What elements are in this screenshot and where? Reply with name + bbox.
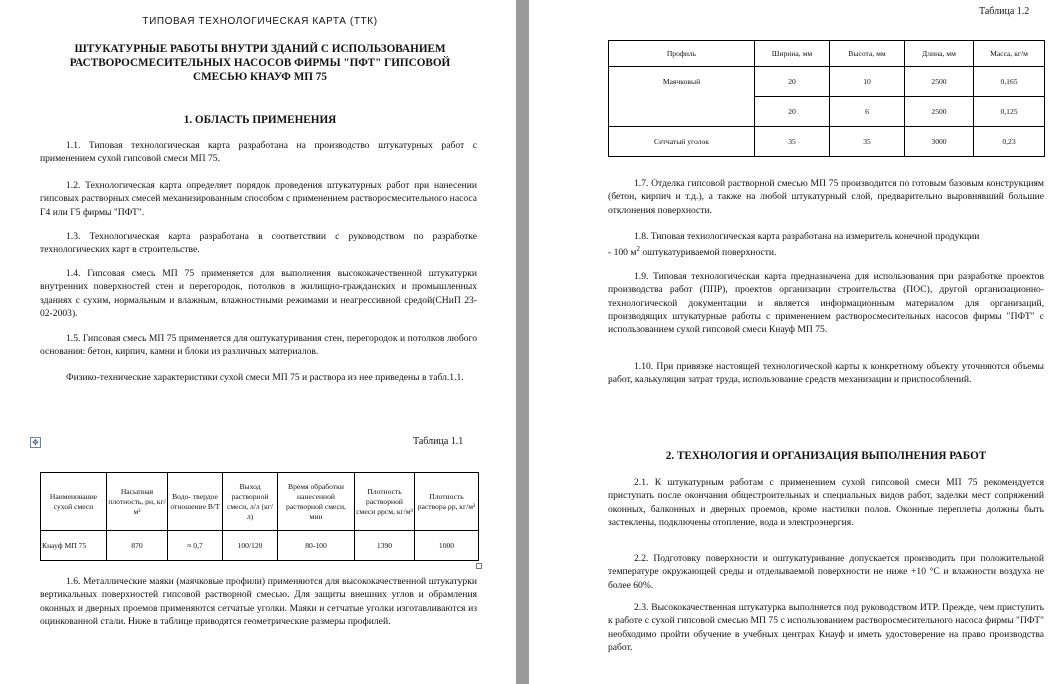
table-cell: 2500 xyxy=(905,97,974,127)
table-1-1-header-row xyxy=(41,473,479,531)
table-move-icon[interactable]: ✥ xyxy=(30,437,41,448)
paragraph-1-9 xyxy=(608,270,1044,336)
paragraph-1-6-text: 1.6. Металлические маяки (маячковые профили) применяются для высококачественной штукатурки вертикальных поверхностей гипсовой растворной смесью. Для защиты внешних углов и обрамления оконных и дверных проемов применяются сетчатые уголки. Маяки и сетчатые уголки изготавливаются из оцинкованной стали. Ниже в таблице приводятся геометрические размеры профилей. xyxy=(40,576,477,627)
table-1-2-header-cell: Ширина, мм xyxy=(755,41,830,67)
table-1-2-caption: Таблица 1.2 xyxy=(979,6,1030,17)
paragraph-1-9-text: 1.9. Типовая технологическая карта предназначена для использования при разработке проектов производства работ (ППР), проектов организации строительства (ПОС), другой организационно-технологической документации и является информационным материалом для организаций, производящих штукатурные работы с применением растворосмесительных насосов фирмы "ПФТ" с использованием сухой гипсовой смеси Кнауф МП 75. xyxy=(608,271,1044,336)
paragraph-1-6 xyxy=(40,575,477,628)
table-cell: Маячковый xyxy=(609,67,755,127)
paragraph-2-2 xyxy=(608,552,1044,592)
paragraph-physical-properties xyxy=(40,371,477,384)
table-1-2-header-cell: Масса, кг/м xyxy=(974,41,1045,67)
title-line-3: СМЕСЬЮ КНАУФ МП 75 xyxy=(193,71,327,83)
table-cell: 20 xyxy=(755,97,830,127)
table-cell: 0,23 xyxy=(974,127,1045,157)
table-1-1-header-cell: Плотность раствора ρр, кг/м³ xyxy=(415,473,479,531)
paragraph-1-8-sup: 2 xyxy=(636,245,640,254)
paragraph-1-8-unit: - 100 м xyxy=(608,247,637,259)
table-1-1-header-cell: Плотность растворной смеси ρрсм, кг/м³ xyxy=(355,473,415,531)
table-cell: 0,165 xyxy=(974,67,1045,97)
document-page-left xyxy=(0,0,516,684)
table-cell: Кнауф МП 75 xyxy=(41,531,107,561)
paragraph-1-1 xyxy=(40,139,477,166)
paragraph-2-3 xyxy=(608,601,1044,654)
paragraph-physical-text: Физико-технические характеристики сухой смеси МП 75 и раствора из нее приведены в табл.1.1. xyxy=(66,372,464,383)
paragraph-1-8-text: 1.8. Типовая технологическая карта разработана на измеритель конечной продукции xyxy=(634,231,980,242)
document-page-right xyxy=(529,0,1058,684)
paragraph-1-10-text: 1.10. При привязке настоящей технологической карты к конкретному объекту уточняются объемы работ, калькуляция затрат труда, использование средств механизации и приспособлений. xyxy=(608,361,1044,386)
table-cell: 1390 xyxy=(355,531,415,561)
paragraph-1-2-text: 1.2. Технологическая карта определяет порядок проведения штукатурных работ при нанесении гипсовых растворных смесей механизированным способом с применением растворосмесительного насоса Г4 или Г5 фирмы "ПФТ". xyxy=(40,180,477,218)
table-row xyxy=(609,67,1045,97)
table-cell: 20 xyxy=(755,67,830,97)
table-1-1-header-cell: Выход растворной смеси, л/л (кг/л) xyxy=(223,473,278,531)
table-cell: 6 xyxy=(830,97,905,127)
table-1-2-header-cell: Профиль xyxy=(609,41,755,67)
table-1-2-header-cell: Длина, мм xyxy=(905,41,974,67)
title-line-1: ШТУКАТУРНЫЕ РАБОТЫ ВНУТРИ ЗДАНИЙ С ИСПОЛЬЗОВАНИЕМ xyxy=(74,43,446,55)
table-cell: 1000 xyxy=(415,531,479,561)
paragraph-1-2 xyxy=(40,179,477,219)
table-cell: 35 xyxy=(755,127,830,157)
paragraph-1-8 xyxy=(608,230,1044,260)
table-row xyxy=(41,531,479,561)
paragraph-1-7-text: 1.7. Отделка гипсовой растворной смесью МП 75 производится по готовым базовым конструкциям (бетон, кирпич и т.д.), а также на любой штукатурный слой, предварительно выровнявший большие отклонения поверхности. xyxy=(608,178,1044,216)
section-heading-1: 1. ОБЛАСТЬ ПРИМЕНЕНИЯ xyxy=(183,114,337,126)
paragraph-1-10 xyxy=(608,360,1044,387)
table-1-1-header-cell: Наименование сухой смеси xyxy=(41,473,107,531)
paragraph-2-3-text: 2.3. Высококачественная штукатурка выполняется под руководством ИТР. Прежде, чем приступить к работе с сухой гипсовой смесью МП 75 с использованием растворосмесительного насоса фирмы "ПФТ" необходимо пройти обучение в учебных центрах Кнауф и иметь удостоверение на право производства работ. xyxy=(608,602,1044,653)
table-1-1-header-cell: Время обработки нанесенной растворной смеси, мин xyxy=(278,473,355,531)
section-heading-2: 2. ТЕХНОЛОГИЯ И ОРГАНИЗАЦИЯ ВЫПОЛНЕНИЯ РАБОТ xyxy=(665,450,987,462)
paragraph-1-3 xyxy=(40,230,477,257)
paragraph-1-4 xyxy=(40,267,477,320)
paragraph-1-5 xyxy=(40,332,477,359)
table-resize-handle[interactable] xyxy=(476,563,482,569)
table-cell: Сетчатый уголок xyxy=(609,127,755,157)
table-cell: 10 xyxy=(830,67,905,97)
title-line-2: РАСТВОРОСМЕСИТЕЛЬНЫХ НАСОСОВ ФИРМЫ "ПФТ" ГИПСОВОЙ xyxy=(69,57,451,69)
table-1-2-header-cell: Высота, мм xyxy=(830,41,905,67)
paragraph-2-1-text: 2.1. К штукатурным работам с применением сухой гипсовой смеси МП 75 рекомендуется приступать после окончания общестроительных и специальных видов работ, заделки мест сопряжений оконных, балконных и дверных проемов, кроме настилки полов. Оконные переплеты должны быть застеклены, подключены отопление, вода и электроэнергия. xyxy=(608,477,1044,528)
table-cell: 3000 xyxy=(905,127,974,157)
table-cell: 0,125 xyxy=(974,97,1045,127)
table-cell: 35 xyxy=(830,127,905,157)
document-title xyxy=(40,42,480,84)
paragraph-1-7 xyxy=(608,177,1044,217)
table-1-2-header-row xyxy=(609,41,1045,67)
paragraph-2-1 xyxy=(608,476,1044,529)
table-1-1-header-cell: Насыпная плотность, ρн, кг/м³ xyxy=(107,473,168,531)
paragraph-2-2-text: 2.2. Подготовку поверхности и оштукатуривание допускается производить при положительной температуре окружающей среды и отделываемой поверхности не ниже +10 °С и влажности воздуха не более 60%. xyxy=(608,553,1044,591)
table-cell: 2500 xyxy=(905,67,974,97)
paragraph-1-4-text: 1.4. Гипсовая смесь МП 75 применяется для выполнения высококачественной штукатурки внутренних поверхностей стен и перегородок, потолков в жилищно-гражданских и промышленных зданиях с сухим, нормальным и влажным, влажностными режимами и неагрессивной средой(СНиП 23-02-2003). xyxy=(40,268,477,319)
page-gutter xyxy=(516,0,529,684)
paragraph-1-5-text: 1.5. Гипсовая смесь МП 75 применяется для оштукатуривания стен, перегородок и потолков любого основания: бетон, кирпич, камни и блоки из различных материалов. xyxy=(40,333,477,358)
paragraph-1-8-end: оштукатуриваемой поверхности. xyxy=(639,247,777,259)
paragraph-1-1-text: 1.1. Типовая технологическая карта разработана на производство штукатурных работ с применением сухой гипсовой смеси МП 75. xyxy=(40,140,477,165)
table-cell: ≈ 0,7 xyxy=(168,531,223,561)
table-1-2 xyxy=(608,40,1045,157)
table-1-1 xyxy=(40,472,479,561)
table-cell: 80-100 xyxy=(278,531,355,561)
table-cell: 100/120 xyxy=(223,531,278,561)
table-1-1-header-cell: Водо- твердое отношение В/Т xyxy=(168,473,223,531)
document-header: ТИПОВАЯ ТЕХНОЛОГИЧЕСКАЯ КАРТА (ТТК) xyxy=(142,16,378,27)
paragraph-1-3-text: 1.3. Технологическая карта разработана в соответствии с руководством по разработке технологических карт в строительстве. xyxy=(40,231,477,256)
table-cell: 870 xyxy=(107,531,168,561)
table-1-1-caption: Таблица 1.1 xyxy=(413,436,464,447)
table-row xyxy=(609,127,1045,157)
